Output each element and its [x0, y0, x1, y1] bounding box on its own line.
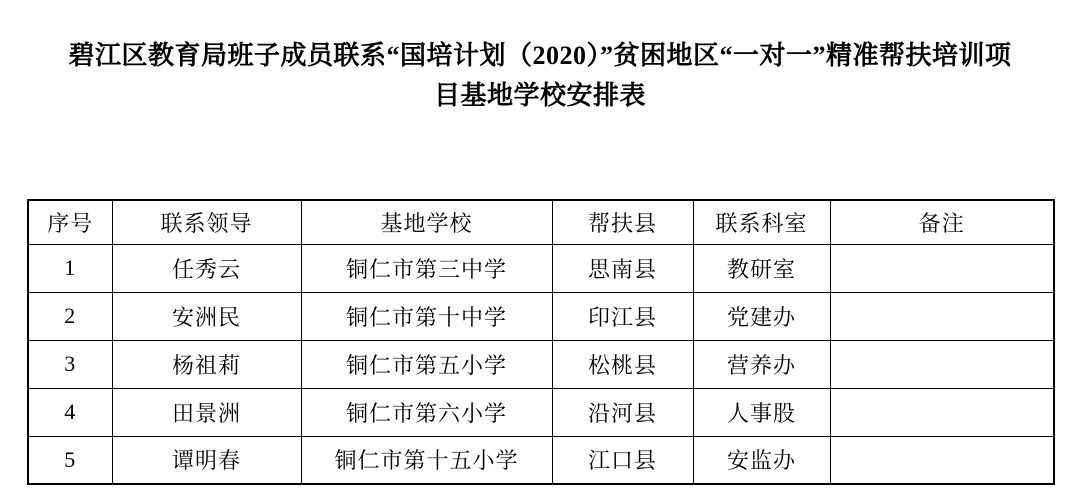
cell-remarks	[830, 436, 1054, 484]
column-header-county: 帮扶县	[552, 200, 693, 244]
schedule-table	[27, 199, 1055, 485]
cell-county: 思南县	[552, 244, 693, 292]
table-row	[28, 340, 1054, 388]
cell-department: 教研室	[693, 244, 830, 292]
title-line-1: 碧江区教育局班子成员联系“国培计划（2020）”贫困地区“一对一”精准帮扶培训项	[68, 41, 1012, 70]
cell-serial: 1	[28, 244, 112, 292]
cell-leader: 田景洲	[112, 388, 301, 436]
cell-county: 江口县	[552, 436, 693, 484]
cell-serial: 5	[28, 436, 112, 484]
cell-serial: 3	[28, 340, 112, 388]
cell-department: 营养办	[693, 340, 830, 388]
cell-county: 松桃县	[552, 340, 693, 388]
column-header-school: 基地学校	[301, 200, 552, 244]
cell-remarks	[830, 292, 1054, 340]
cell-remarks	[830, 244, 1054, 292]
cell-leader: 谭明春	[112, 436, 301, 484]
cell-serial: 4	[28, 388, 112, 436]
table-row	[28, 436, 1054, 484]
title-line-2: 目基地学校安排表	[433, 81, 646, 110]
column-header-department: 联系科室	[693, 200, 830, 244]
table-row	[28, 244, 1054, 292]
column-header-remarks: 备注	[830, 200, 1054, 244]
document-title	[0, 36, 1080, 116]
cell-leader: 任秀云	[112, 244, 301, 292]
cell-remarks	[830, 388, 1054, 436]
cell-school: 铜仁市第六小学	[301, 388, 552, 436]
cell-school: 铜仁市第五小学	[301, 340, 552, 388]
column-header-serial: 序号	[28, 200, 112, 244]
cell-remarks	[830, 340, 1054, 388]
cell-leader: 杨祖莉	[112, 340, 301, 388]
cell-school: 铜仁市第十中学	[301, 292, 552, 340]
cell-department: 安监办	[693, 436, 830, 484]
cell-school: 铜仁市第十五小学	[301, 436, 552, 484]
cell-school: 铜仁市第三中学	[301, 244, 552, 292]
cell-county: 印江县	[552, 292, 693, 340]
table-row	[28, 292, 1054, 340]
cell-department: 人事股	[693, 388, 830, 436]
header-row	[28, 200, 1054, 244]
cell-department: 党建办	[693, 292, 830, 340]
table-row	[28, 388, 1054, 436]
cell-county: 沿河县	[552, 388, 693, 436]
column-header-leader: 联系领导	[112, 200, 301, 244]
cell-serial: 2	[28, 292, 112, 340]
cell-leader: 安洲民	[112, 292, 301, 340]
